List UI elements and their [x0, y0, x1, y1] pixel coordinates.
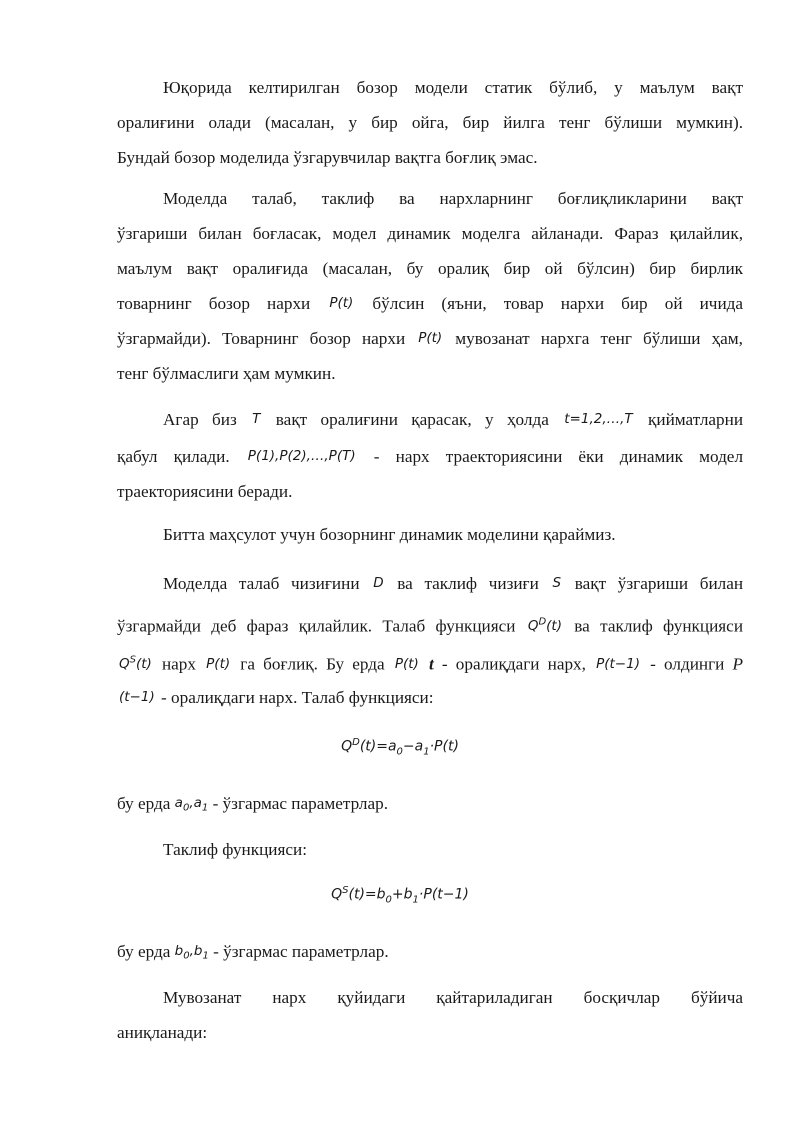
math-symbol: b	[174, 943, 184, 959]
text: - оралиқдаги нарх. Талаб функцияси:	[161, 688, 434, 707]
para2-line4	[117, 286, 743, 323]
math-symbol: Q	[527, 617, 539, 634]
math-a-params	[174, 795, 209, 814]
text: бу ерда	[117, 794, 171, 813]
math-superscript: S	[129, 654, 136, 665]
eq-part: −a	[402, 738, 424, 755]
para7-line: Таклиф функцияси:	[163, 840, 308, 859]
text: ўзгармайди). Товарнинг бозор нархи	[117, 329, 406, 348]
math-QD-t	[526, 618, 564, 634]
math-sub: 0	[182, 802, 190, 814]
text: Агар биз	[163, 410, 237, 429]
text: ўзгармайди деб фараз қилайлик. Талаб функцияси	[117, 616, 516, 636]
math-symbol: a	[174, 795, 183, 811]
text: мувозанат нархга тенг бўлиши ҳам,	[455, 329, 743, 348]
text: ва таклиф функцияси	[574, 616, 744, 636]
eq-part: (t)=b	[348, 886, 386, 903]
eq-sub: 1	[423, 746, 430, 758]
para5-line1	[117, 566, 743, 603]
eq-symbol: Q	[341, 738, 353, 755]
math-price-sequence: P(1),P(2),…,P(T)	[247, 448, 356, 464]
text: - оралиқдаги нарх,	[441, 654, 586, 674]
para2-line5	[117, 321, 743, 358]
eq-sub: 1	[412, 894, 419, 906]
eq-sub: 0	[396, 746, 403, 758]
para5-line2	[117, 606, 743, 646]
text: қабул қилади.	[117, 447, 230, 466]
para9-line1: Мувозанат нарх қуйидаги қайтариладиган босқичлар бўйича	[163, 988, 743, 1007]
math-sub: 1	[201, 802, 209, 814]
math-sub: 1	[202, 950, 209, 962]
math-P-t: P(t)	[418, 330, 443, 346]
math-symbol: a	[193, 795, 202, 811]
para3-line3: траекториясини беради.	[117, 482, 293, 501]
para1-line3: Бундай бозор моделида ўзгарувчилар вақтга боғлиқ эмас.	[117, 148, 538, 167]
text: бўлсин (яъни, товар нархи бир ой ичида	[372, 294, 744, 313]
math-t-minus-1: (t−1)	[119, 689, 155, 705]
para5-line4	[117, 680, 743, 717]
math-b-params	[174, 943, 209, 962]
text: товарнинг бозор нархи	[117, 294, 311, 313]
para1-line2: оралиғини олади (масалан, у бир ойга, бир йилга тенг бўлиши мумкин).	[117, 113, 743, 132]
math-P-t: P(t)	[394, 655, 419, 672]
para2-line3: маълум вақт оралиғида (масалан, бу оралиқ бир ой бўлсин) бир бирлик	[117, 259, 743, 278]
bold-t: t	[428, 654, 434, 674]
math-comma: ,	[189, 943, 194, 959]
text: ва таклиф чизиғи	[397, 574, 539, 593]
math-symbol: Q	[119, 655, 130, 672]
text: - ўзгармас параметрлар.	[213, 942, 389, 961]
math-S: S	[552, 575, 562, 591]
para3-line2	[117, 439, 743, 476]
math-argument: (t)	[136, 655, 152, 672]
eq-sub: 0	[385, 894, 392, 906]
math-QS-t	[117, 656, 154, 672]
para2-line1: Моделда талаб, таклиф ва нархларнинг боғлиқликларини вақт	[163, 189, 743, 208]
text: - ўзгармас параметрлар.	[212, 794, 389, 813]
eq-part: ·P(t)	[429, 738, 459, 755]
text: га боғлиқ. Бу ерда	[240, 654, 385, 674]
math-superscript: D	[538, 616, 547, 627]
text: қийматларни	[648, 410, 744, 429]
text: вақт оралиғини қарасак, у ҳолда	[275, 410, 549, 429]
math-comma: ,	[189, 795, 194, 811]
para6-line	[117, 786, 743, 828]
para3-line1	[117, 402, 743, 439]
math-symbol: b	[193, 943, 203, 959]
eq-part: +b	[391, 886, 413, 903]
para1-line1: Юқорида келтирилган бозор модели статик бўлиб, у маълум вақт	[163, 78, 743, 97]
eq-symbol: Q	[331, 886, 343, 903]
para8-line	[117, 934, 743, 976]
eq-sup: D	[352, 737, 360, 748]
demand-equation	[0, 737, 800, 757]
text: бу ерда	[117, 942, 171, 961]
eq-sup: S	[342, 885, 349, 896]
text: - олдинги	[650, 654, 725, 674]
italic-P: P	[732, 654, 743, 674]
text: вақт ўзгариши билан	[574, 574, 744, 593]
para2-line6: тенг бўлмаслиги ҳам мумкин.	[117, 364, 336, 383]
math-P-t: P(t)	[206, 655, 231, 672]
text: Моделда талаб чизиғини	[163, 574, 360, 593]
supply-equation	[0, 885, 800, 905]
math-T: T	[252, 411, 261, 427]
math-P-t-minus-1: P(t−1)	[596, 655, 640, 672]
para2-line2: ўзгариши билан боғласак, модел динамик моделга айланади. Фараз қилайлик,	[117, 224, 743, 243]
math-argument: (t)	[546, 617, 562, 634]
para5-line3	[117, 644, 743, 684]
para9-line2: аниқланади:	[117, 1023, 208, 1042]
eq-part: (t)=a	[359, 738, 397, 755]
text: нарх	[161, 654, 196, 674]
text: - нарх траекториясини ёки динамик модел	[373, 447, 744, 466]
eq-part: ·P(t−1)	[418, 886, 469, 903]
math-sub: 0	[183, 950, 190, 962]
math-P-t: P(t)	[329, 295, 354, 311]
math-t-range: t=1,2,…,T	[564, 411, 633, 427]
para4-line1: Битта маҳсулот учун бозорнинг динамик моделини қараймиз.	[163, 525, 616, 544]
math-D: D	[373, 575, 384, 591]
